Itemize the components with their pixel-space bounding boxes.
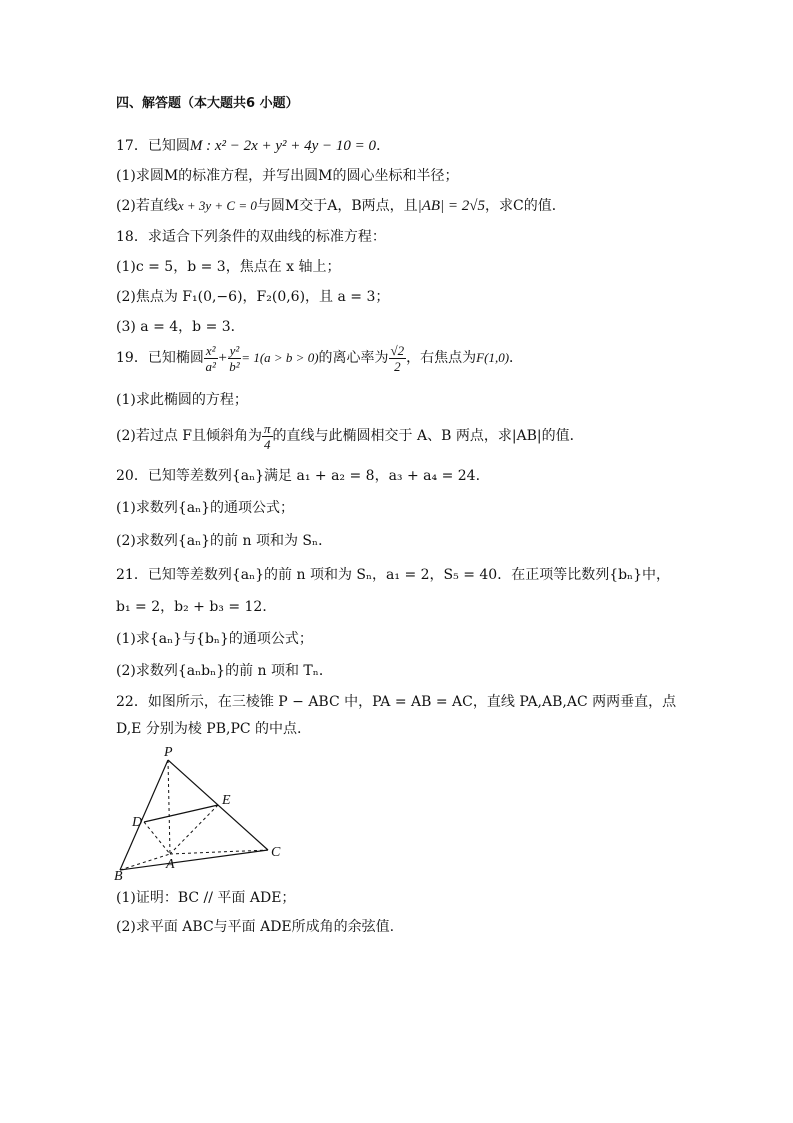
q19-angle: $\frac{\pi}{4}$ bbox=[264, 420, 271, 452]
q19-part2 bbox=[116, 420, 584, 452]
label-C: C bbox=[271, 845, 281, 860]
q18-stem: 18．求适合下列条件的双曲线的标准方程： bbox=[116, 229, 386, 245]
q18-part3: (3) a = 4，b = 3． bbox=[116, 319, 245, 335]
q21-part2: (2)求数列{aₙbₙ}的前 n 项和 Tₙ． bbox=[116, 663, 333, 679]
q18-part2: (2)焦点为 F₁(0,−6)，F₂(0,6)，且 a = 3； bbox=[116, 289, 390, 305]
q22-stem2: D,E 分别为棱 PB,PC 的中点. bbox=[116, 721, 302, 737]
q21-stem: 21．已知等差数列{aₙ}的前 n 项和为 Sₙ，a₁ = 2，S₅ = 40．在正项等比数列{bₙ}中， bbox=[116, 567, 671, 583]
q17-equation: M : x² − 2x + y² + 4y − 10 = 0 bbox=[189, 138, 377, 154]
q17-part2 bbox=[116, 196, 566, 216]
segment-AE bbox=[170, 805, 218, 854]
q20-stem: 20．已知等差数列{aₙ}满足 a₁ + a₂ = 8，a₃ + a₄ = 24. bbox=[116, 468, 481, 484]
q22-part1: (1)证明：BC // 平面 ADE； bbox=[116, 890, 296, 906]
q19-stem-mid: 的离心率为 bbox=[318, 350, 389, 366]
q19-ellipse-rest: = 1(a > b > 0) bbox=[241, 350, 319, 365]
section-title: 四、解答题（本大题共6 小题） bbox=[116, 96, 299, 111]
q21-stem2: b₁ = 2，b₂ + b₃ = 12． bbox=[116, 599, 277, 615]
q19-p2-prefix: (2)若过点 F且倾斜角为 bbox=[116, 428, 262, 444]
q19-focus: F(1,0) bbox=[476, 350, 510, 365]
q19-stem-prefix: 19．已知椭圆 bbox=[116, 350, 204, 366]
q19-stem: 19．已知椭圆 $\frac{\text{x²}}{\text{a²}}$ + $\frac{\text{y²}}{\text{b²}}$ = 1(a > b > 0)的离心率为 $\frac{√2}{2}$ ，右焦点为F(1,0)． bbox=[116, 342, 524, 374]
edge-PA bbox=[168, 760, 170, 854]
q20-part2: (2)求数列{aₙ}的前 n 项和为 Sₙ． bbox=[116, 533, 333, 549]
label-P: P bbox=[164, 745, 173, 760]
label-B: B bbox=[114, 869, 123, 882]
pyramid-figure bbox=[110, 742, 294, 882]
q17-chord-length: |AB| = 2√5 bbox=[417, 198, 486, 214]
q22-part2: (2)求平面 ABC与平面 ADE所成角的余弦值. bbox=[116, 919, 395, 935]
edge-AB bbox=[120, 854, 170, 870]
label-A: A bbox=[166, 857, 175, 872]
q19-p2-suffix: 的直线与此椭圆相交于 A、B 两点，求|AB|的值． bbox=[272, 428, 584, 444]
q22-stem: 22．如图所示，在三棱锥 P − ABC 中，PA = AB = AC，直线 PA,AB,AC 两两垂直，点 bbox=[116, 694, 677, 710]
q20-part1: (1)求数列{aₙ}的通项公式； bbox=[116, 500, 295, 516]
q19-frac-x: $\frac{\text{x²}}{\text{a²}}$ bbox=[205, 342, 216, 374]
q19-stem-suffix: ． bbox=[509, 350, 524, 366]
q17-stem-prefix: 17．已知圆 bbox=[116, 138, 190, 154]
label-E: E bbox=[222, 793, 231, 808]
label-D: D bbox=[132, 815, 143, 830]
q17-p2-prefix: (2)若直线 bbox=[116, 198, 178, 214]
edge-PB bbox=[120, 760, 168, 870]
q17-stem bbox=[116, 136, 390, 156]
segment-AD bbox=[144, 822, 170, 854]
q19-frac-y: $\frac{\text{y²}}{\text{b²}}$ bbox=[229, 342, 240, 374]
segment-DE bbox=[144, 805, 218, 822]
q19-stem-mid2: ，右焦点为 bbox=[406, 350, 477, 366]
q17-line-equation: x + 3y + C = 0 bbox=[177, 198, 257, 213]
q19-part1: (1)求此椭圆的方程； bbox=[116, 392, 248, 408]
q18-part1: (1)c = 5，b = 3，焦点在 x 轴上； bbox=[116, 259, 341, 275]
q21-part1: (1)求{aₙ}与{bₙ}的通项公式； bbox=[116, 631, 313, 647]
q17-p2-suffix: ，求C的值． bbox=[485, 198, 566, 214]
q17-stem-suffix: ． bbox=[376, 138, 391, 154]
q17-p2-mid: 与圆M交于A，B两点，且 bbox=[256, 198, 418, 214]
q19-eccentricity: $\frac{√2}{2}$ bbox=[390, 342, 405, 374]
q17-part1: (1)求圆M的标准方程，并写出圆M的圆心坐标和半径； bbox=[116, 168, 459, 184]
